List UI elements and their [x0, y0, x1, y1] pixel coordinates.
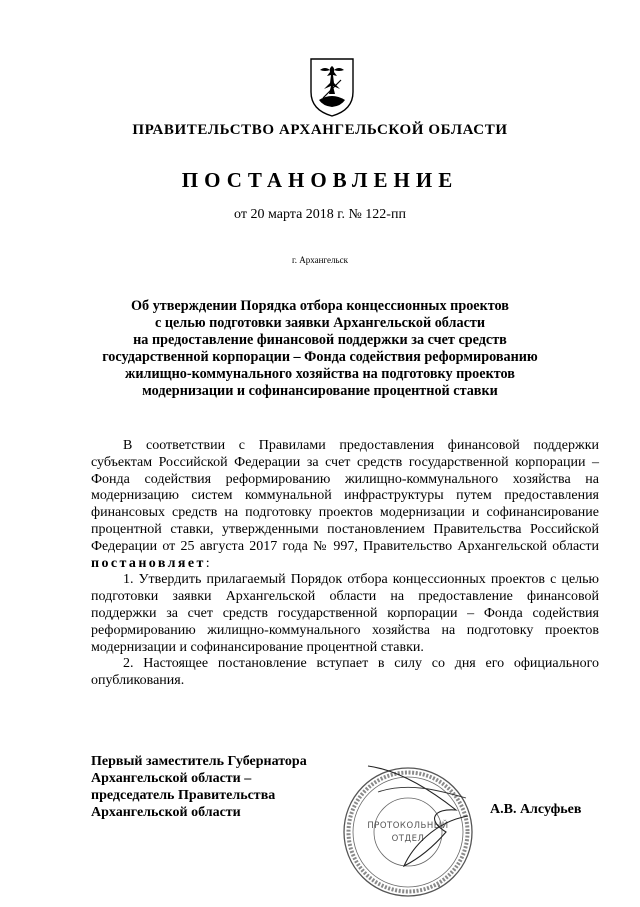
scan-speck [438, 885, 440, 887]
title-line: жилищно-коммунального хозяйства на подготовку проектов [125, 366, 515, 382]
title-line: модернизации и софинансирование процентной ставки [142, 383, 498, 399]
stamp-center-line-1: ПРОТОКОЛЬНЫЙ [367, 821, 449, 831]
signatory-position [91, 753, 307, 821]
item-1-paragraph: 1. Утвердить прилагаемый Порядок отбора концессионных проектов с целью подготовки заявки Архангельской области на предоставление финансовой поддержки за счет средств государственной корпорации – Фонда содействия реформированию жилищно-коммунального хозяйства на подготовку проектов модернизации и софинансирование процентной ставки. [91, 572, 599, 655]
title-line: государственной корпорации – Фонда содействия реформированию [102, 349, 538, 365]
stamp-center-line-2: ОТДЕЛ [391, 834, 425, 844]
document-subject-title [80, 298, 560, 400]
decree-colon: : [205, 555, 210, 571]
preamble-paragraph [91, 438, 599, 572]
signatory-name: А.В. Алсуфьев [490, 802, 582, 817]
title-line: Об утверждении Порядка отбора концессионных проектов [131, 298, 509, 314]
item-2-paragraph: 2. Настоящее постановление вступает в силу со дня его официального опубликования. [91, 656, 599, 689]
position-line: Архангельской области [91, 805, 241, 820]
handwritten-signature [368, 766, 468, 866]
coat-of-arms-emblem [309, 56, 355, 118]
position-line: председатель Правительства [91, 788, 276, 803]
document-body [91, 438, 599, 690]
document-type-title: ПОСТАНОВЛЕНИЕ [181, 168, 459, 192]
preamble-text: В соответствии с Правилами предоставления финансовой поддержки субъектам Российской Федерации за счет средств государственной корпорации – Фонда содействия реформированию жилищно-коммунального хозяйства на модернизацию систем коммунальной инфраструктуры путем предоставления финансовых средств на подготовку проектов модернизации и софинансирование процентной ставки, утвержденными постановлением Правительства Российской Федерации от 25 августа 2017 года № 997, Правительство Архангельской области [91, 438, 599, 554]
document-city: г. Архангельск [292, 255, 348, 265]
government-name: ПРАВИТЕЛЬСТВО АРХАНГЕЛЬСКОЙ ОБЛАСТИ [132, 122, 508, 138]
title-line: с целью подготовки заявки Архангельской области [154, 315, 486, 331]
document-date-number: от 20 марта 2018 г. № 122-пп [234, 207, 406, 222]
position-line: Первый заместитель Губернатора [91, 754, 307, 769]
position-line: Архангельской области – [91, 771, 252, 786]
title-line: на предоставление финансовой поддержки за счет средств [133, 332, 507, 348]
decree-word: постановляет [91, 555, 206, 571]
official-stamp [338, 762, 478, 902]
